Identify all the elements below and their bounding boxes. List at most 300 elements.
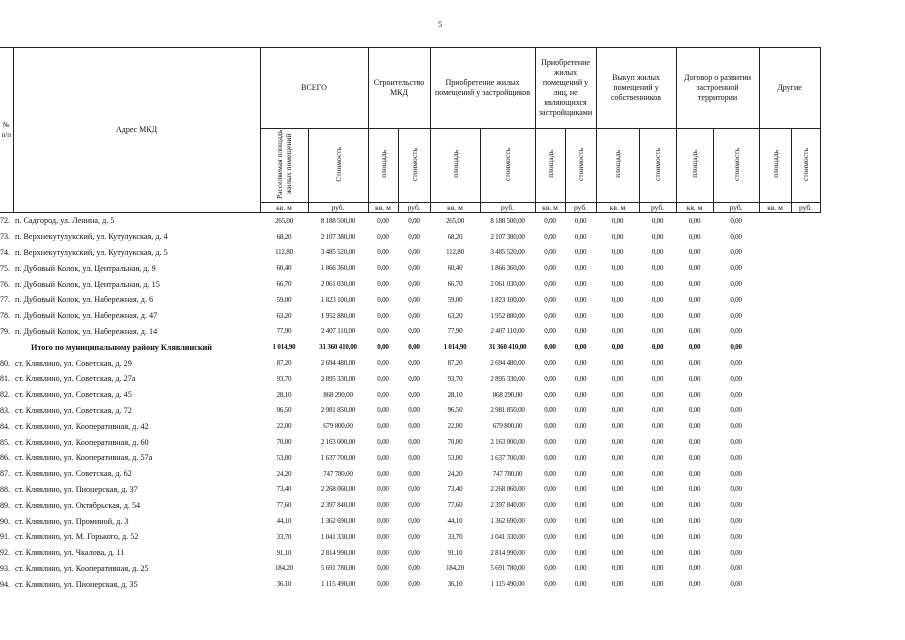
cell-empty: [759, 418, 791, 434]
cell-area: 96,50: [447, 406, 463, 415]
cell-area: 0,00: [544, 359, 556, 368]
cell-area: 0,00: [377, 438, 389, 447]
row-address: п. Дубовый Колок, ул. Набережная, д. 14: [15, 326, 158, 336]
cell-cost: 2 407 110,00: [320, 327, 356, 336]
cell-cost: 0,00: [408, 295, 420, 304]
cell-cost: 0,00: [574, 406, 587, 415]
cell-empty: [791, 308, 820, 324]
cell-cost: 0,00: [730, 580, 742, 589]
row-address: ст. Клявлино, ул. Советская, д. 72: [15, 405, 132, 415]
row-address: п. Верхнекутулукский, ул. Кутулукская, д. 5: [15, 247, 168, 257]
cell-area: 53,00: [447, 453, 463, 462]
unit-area: кв. м: [430, 203, 480, 213]
cell-area: 112,80: [275, 248, 293, 257]
cell-area: 1 014,90: [272, 343, 296, 352]
cell-cost: 0,00: [651, 311, 664, 320]
cell-cost: 0,00: [408, 359, 420, 368]
cell-empty: [791, 339, 820, 355]
row-index: 82.: [0, 390, 10, 400]
table-row: [0, 387, 820, 403]
unit-area: кв. м: [676, 203, 713, 213]
cell-cost: 2 981 850,00: [490, 406, 525, 415]
cell-area: 73,40: [276, 485, 292, 494]
cell-area: 0,00: [611, 485, 624, 494]
cell-area: 0,00: [611, 264, 624, 273]
cell-empty: [759, 497, 791, 513]
cell-cost: 31 360 410,00: [488, 343, 527, 352]
cell-area: 73,40: [447, 485, 463, 494]
cell-area: 0,00: [688, 295, 701, 304]
cell-empty: [791, 450, 820, 466]
cell-cost: 0,00: [408, 438, 420, 447]
cell-area: 0,00: [611, 232, 624, 241]
row-address: ст. Клявлино, ул. Кооперативная, д. 57а: [15, 453, 153, 463]
cell-cost: 0,00: [730, 501, 742, 510]
cell-area: 0,00: [611, 327, 624, 336]
cell-area: 0,00: [544, 422, 556, 431]
cell-area: 68,20: [447, 232, 463, 241]
sub-header-cost: стоимость: [565, 129, 596, 203]
cell-area: 0,00: [688, 374, 701, 383]
group-buyout: Выкуп жилых помещений у собственников: [596, 48, 676, 129]
cell-cost: 0,00: [730, 469, 742, 478]
table-row: [0, 308, 820, 324]
unit-area: кв. м: [260, 203, 308, 213]
cell-cost: 0,00: [651, 343, 664, 352]
row-index: 83.: [0, 405, 10, 415]
cell-area: 70,00: [276, 438, 292, 447]
cell-cost: 0,00: [651, 564, 664, 573]
group-development-agreement: Договор о развитии застроенной территории: [676, 48, 759, 129]
table-row: [0, 213, 820, 229]
cell-cost: 0,00: [408, 248, 420, 257]
cell-area: 0,00: [377, 548, 389, 557]
cell-cost: 0,00: [408, 453, 420, 462]
cell-cost: 1 823 100,00: [490, 295, 525, 304]
cell-empty: [791, 513, 820, 529]
cell-cost: 1 823 100,00: [320, 295, 356, 304]
table-row: [0, 545, 820, 561]
cell-area: 0,00: [611, 406, 624, 415]
cell-cost: 8 188 500,00: [320, 216, 356, 225]
row-index: 75.: [0, 263, 10, 273]
cell-cost: 0,00: [408, 390, 420, 399]
cell-cost: 2 163 000,00: [320, 438, 356, 447]
row-index: 76.: [0, 279, 10, 289]
unit-cost: руб.: [565, 203, 596, 213]
cell-empty: [791, 276, 820, 292]
cell-cost: 2 061 030,00: [490, 280, 525, 289]
cell-area: 63,20: [447, 311, 463, 320]
cell-area: 0,00: [611, 280, 624, 289]
cell-area: 112,80: [446, 248, 464, 257]
row-index: 91.: [0, 532, 10, 542]
row-address: ст. Клявлино, ул. Чкалова, д. 11: [15, 548, 125, 558]
table-row: [0, 497, 820, 513]
cell-cost: 0,00: [730, 438, 742, 447]
cell-cost: 0,00: [730, 295, 742, 304]
row-index: 78.: [0, 311, 10, 321]
row-index: 74.: [0, 247, 10, 257]
cell-cost: 0,00: [408, 469, 420, 478]
cell-area: 0,00: [377, 485, 389, 494]
cell-area: 77,60: [447, 501, 463, 510]
cell-cost: 0,00: [408, 548, 420, 557]
cell-cost: 0,00: [574, 422, 587, 431]
cell-cost: 0,00: [408, 532, 420, 541]
table-row: [0, 371, 820, 387]
cell-cost: 0,00: [651, 295, 664, 304]
cell-area: 0,00: [611, 422, 624, 431]
group-non-developer-purchase: Приобретение жилых помещений у лиц, не являющихся застройщиками: [535, 48, 596, 129]
cell-cost: 1 362 690,00: [490, 517, 525, 526]
cell-area: 0,00: [688, 359, 701, 368]
cell-cost: 2 981 850,00: [320, 406, 356, 415]
cell-area: 24,20: [276, 469, 292, 478]
cell-area: 0,00: [544, 532, 556, 541]
cell-cost: 0,00: [574, 548, 587, 557]
table-row: [0, 292, 820, 308]
row-address: п. Дубовый Колок, ул. Набережная, д. 47: [15, 311, 158, 321]
cell-area: 0,00: [377, 216, 389, 225]
cell-cost: 0,00: [651, 438, 664, 447]
table-row: [0, 245, 820, 261]
cell-area: 0,00: [688, 406, 701, 415]
table-row: [0, 513, 820, 529]
cell-area: 60,40: [447, 264, 463, 273]
cell-area: 0,00: [377, 295, 389, 304]
cell-area: 22,00: [447, 422, 463, 431]
cell-empty: [759, 213, 791, 229]
cell-area: 0,00: [377, 453, 389, 462]
cell-area: 0,00: [377, 532, 389, 541]
row-index: 72.: [0, 216, 10, 226]
row-index: 88.: [0, 484, 10, 494]
row-address: ст. Клявлино, ул. Пионерская, д. 35: [15, 579, 138, 589]
cell-area: 0,00: [688, 327, 701, 336]
cell-cost: 679 800,00: [492, 422, 523, 431]
cell-area: 63,20: [276, 311, 292, 320]
cell-cost: 1 362 690,00: [320, 517, 356, 526]
cell-cost: 0,00: [651, 374, 664, 383]
cell-empty: [759, 513, 791, 529]
cell-empty: [791, 371, 820, 387]
cell-area: 0,00: [377, 501, 389, 510]
cell-cost: 0,00: [574, 517, 587, 526]
cell-area: 53,00: [276, 453, 292, 462]
cell-cost: 0,00: [408, 517, 420, 526]
row-address: ст. Клявлино, ул. Проминой, д. 3: [15, 516, 129, 526]
cell-empty: [791, 545, 820, 561]
cell-empty: [759, 229, 791, 245]
cell-cost: 0,00: [730, 280, 742, 289]
cell-area: 96,50: [276, 406, 292, 415]
cell-area: 87,20: [276, 359, 292, 368]
cell-cost: 0,00: [408, 280, 420, 289]
cell-cost: 0,00: [651, 216, 664, 225]
cell-cost: 0,00: [651, 485, 664, 494]
cell-area: 0,00: [688, 453, 701, 462]
cell-empty: [791, 482, 820, 498]
cell-cost: 0,00: [574, 232, 587, 241]
cell-cost: 0,00: [651, 532, 664, 541]
unit-cost: руб.: [480, 203, 535, 213]
sub-header-cost: стоимость: [791, 129, 820, 203]
cell-area: 0,00: [688, 501, 701, 510]
cell-area: 60,40: [276, 264, 292, 273]
cell-area: 0,00: [377, 343, 389, 352]
cell-cost: 0,00: [730, 374, 742, 383]
cell-area: 77,60: [276, 501, 292, 510]
cell-area: 66,70: [276, 280, 292, 289]
cell-area: 0,00: [611, 343, 624, 352]
cell-cost: 0,00: [651, 406, 664, 415]
cell-empty: [791, 260, 820, 276]
group-developer-purchase: Приобретение жилых помещений у застройщиков: [430, 48, 535, 129]
cell-cost: 0,00: [730, 564, 742, 573]
cell-cost: 0,00: [408, 343, 420, 352]
sub-header-area: площадь: [759, 129, 791, 203]
table-row: [0, 561, 820, 577]
cell-cost: 0,00: [730, 422, 742, 431]
cell-cost: 2 268 060,00: [320, 485, 356, 494]
cell-area: 93,70: [447, 374, 463, 383]
cell-cost: 2 107 380,00: [490, 232, 525, 241]
cell-area: 68,20: [276, 232, 292, 241]
cell-cost: 0,00: [408, 422, 420, 431]
row-index: 80.: [0, 358, 10, 368]
cell-cost: 0,00: [730, 232, 742, 241]
row-index: 86.: [0, 453, 10, 463]
cell-area: 0,00: [544, 548, 556, 557]
unit-cost: руб.: [791, 203, 820, 213]
sub-header-area: площадь: [676, 129, 713, 203]
cell-area: 28,10: [447, 390, 463, 399]
table-row: [0, 576, 820, 592]
table-row: [0, 276, 820, 292]
cell-area: 0,00: [377, 390, 389, 399]
cell-area: 0,00: [377, 406, 389, 415]
row-address: ст. Клявлино, ул. Советская, д. 29: [15, 358, 132, 368]
cell-cost: 0,00: [730, 453, 742, 462]
cell-cost: 0,00: [651, 390, 664, 399]
group-total: ВСЕГО: [260, 48, 368, 129]
cell-empty: [791, 324, 820, 340]
cell-cost: 0,00: [574, 343, 587, 352]
row-address: Итого по муниципальному району Клявлинский: [31, 342, 213, 352]
cell-area: 0,00: [544, 280, 556, 289]
cell-area: 0,00: [688, 532, 701, 541]
cell-area: 44,10: [447, 517, 463, 526]
cell-area: 0,00: [377, 517, 389, 526]
cell-area: 36,10: [276, 580, 292, 589]
cell-empty: [791, 466, 820, 482]
cell-cost: 0,00: [574, 311, 587, 320]
cell-cost: 0,00: [730, 359, 742, 368]
cell-area: 0,00: [544, 564, 556, 573]
cell-empty: [759, 324, 791, 340]
cell-cost: 3 485 520,00: [490, 248, 525, 257]
cell-area: 0,00: [611, 517, 624, 526]
cell-cost: 0,00: [730, 485, 742, 494]
cell-empty: [759, 561, 791, 577]
cell-cost: 2 107 380,00: [320, 232, 356, 241]
cell-empty: [759, 260, 791, 276]
cell-cost: 0,00: [574, 469, 587, 478]
cell-cost: 747 780,00: [492, 469, 523, 478]
cell-cost: 2 814 990,00: [320, 548, 356, 557]
header-address: Адрес МКД: [13, 48, 260, 213]
cell-empty: [759, 339, 791, 355]
cell-cost: 1 115 490,00: [490, 580, 525, 589]
cell-cost: 1 041 330,00: [320, 532, 356, 541]
row-address: п. Дубовый Колок, ул. Набережная, д. 6: [15, 295, 154, 305]
cell-empty: [791, 229, 820, 245]
cell-area: 0,00: [544, 343, 556, 352]
cell-area: 0,00: [377, 422, 389, 431]
row-address: ст. Клявлино, ул. М. Горького, д. 52: [15, 532, 139, 542]
cell-cost: 0,00: [408, 232, 420, 241]
cell-area: 0,00: [688, 311, 701, 320]
cell-area: 87,20: [447, 359, 463, 368]
cell-area: 70,00: [447, 438, 463, 447]
cell-cost: 0,00: [651, 501, 664, 510]
cell-cost: 0,00: [408, 311, 420, 320]
cell-empty: [791, 213, 820, 229]
cell-area: 0,00: [688, 438, 701, 447]
row-address: п. Садгород, ул. Ленина, д. 5: [15, 216, 115, 226]
cell-area: 0,00: [544, 501, 556, 510]
cell-empty: [759, 576, 791, 592]
row-index: 94.: [0, 579, 10, 589]
cell-area: 0,00: [377, 311, 389, 320]
cell-cost: 0,00: [651, 232, 664, 241]
cell-area: 59,00: [276, 295, 292, 304]
cell-cost: 0,00: [651, 548, 664, 557]
cell-area: 0,00: [544, 469, 556, 478]
cell-cost: 0,00: [408, 327, 420, 336]
cell-cost: 2 814 990,00: [490, 548, 525, 557]
cell-empty: [791, 403, 820, 419]
cell-cost: 0,00: [730, 343, 742, 352]
cell-cost: 2 407 110,00: [490, 327, 525, 336]
cell-area: 0,00: [544, 390, 556, 399]
sub-header-cost: стоимость: [480, 129, 535, 203]
row-index: 87.: [0, 469, 10, 479]
row-address: ст. Клявлино, ул. Советская, д. 27а: [15, 374, 136, 384]
cell-cost: 0,00: [574, 390, 587, 399]
cell-cost: 0,00: [408, 564, 420, 573]
cell-area: 0,00: [377, 232, 389, 241]
cell-cost: 0,00: [651, 453, 664, 462]
row-address: п. Дубовый Колок, ул. Центральная, д. 9: [15, 263, 156, 273]
cell-area: 0,00: [377, 327, 389, 336]
cell-area: 0,00: [544, 327, 556, 336]
cell-cost: 8 188 500,00: [490, 216, 525, 225]
table-row: [0, 434, 820, 450]
cell-area: 0,00: [611, 501, 624, 510]
table-row: [0, 466, 820, 482]
row-index: 81.: [0, 374, 10, 384]
cell-cost: 0,00: [651, 359, 664, 368]
cell-area: 0,00: [688, 548, 701, 557]
cell-area: 0,00: [377, 580, 389, 589]
cell-cost: 0,00: [651, 517, 664, 526]
cell-area: 0,00: [688, 469, 701, 478]
cell-cost: 0,00: [730, 406, 742, 415]
cell-cost: 2 694 480,00: [320, 359, 356, 368]
group-other: Другие: [759, 48, 820, 129]
cell-empty: [791, 245, 820, 261]
cell-cost: 0,00: [730, 517, 742, 526]
sub-header-area: площадь: [535, 129, 565, 203]
sub-header-area: Расселяемая площадь жилых помещений: [260, 129, 308, 203]
cell-area: 0,00: [611, 580, 624, 589]
cell-area: 0,00: [611, 248, 624, 257]
cell-empty: [791, 576, 820, 592]
cell-area: 0,00: [377, 564, 389, 573]
cell-empty: [759, 292, 791, 308]
table-row: [0, 450, 820, 466]
cell-area: 0,00: [688, 580, 701, 589]
cell-empty: [759, 308, 791, 324]
cell-empty: [791, 418, 820, 434]
unit-area: кв. м: [368, 203, 398, 213]
cell-cost: 0,00: [730, 327, 742, 336]
row-address: ст. Клявлино, ул. Кооперативная, д. 25: [15, 563, 149, 573]
row-index: 84.: [0, 421, 10, 431]
cell-area: 0,00: [544, 517, 556, 526]
cell-cost: 1 637 700,00: [490, 453, 525, 462]
header-index: № п/п: [0, 48, 13, 213]
cell-cost: 679 800,00: [323, 422, 353, 431]
cell-area: 0,00: [377, 359, 389, 368]
cell-cost: 2 268 060,00: [490, 485, 525, 494]
sub-header-cost: стоимость: [398, 129, 430, 203]
cell-area: 33,70: [276, 532, 292, 541]
cell-cost: 1 866 360,00: [490, 264, 525, 273]
cell-empty: [791, 561, 820, 577]
cell-cost: 0,00: [730, 216, 742, 225]
row-index: [0, 339, 13, 355]
cell-cost: 0,00: [574, 327, 587, 336]
row-index: 93.: [0, 563, 10, 573]
cell-cost: 1 115 490,00: [320, 580, 356, 589]
cell-empty: [759, 276, 791, 292]
cell-area: 0,00: [377, 248, 389, 257]
table-row: [0, 324, 820, 340]
cell-empty: [759, 482, 791, 498]
cell-cost: 2 397 840,00: [320, 501, 356, 510]
cell-area: 184,20: [445, 564, 465, 573]
cell-cost: 0,00: [730, 548, 742, 557]
cell-empty: [759, 403, 791, 419]
cell-area: 0,00: [688, 232, 701, 241]
cell-area: 28,10: [276, 390, 292, 399]
cell-area: 93,70: [276, 374, 292, 383]
unit-cost: руб.: [308, 203, 368, 213]
cell-area: 265,00: [445, 216, 465, 225]
group-construction: Строительство МКД: [368, 48, 430, 129]
cell-area: 0,00: [544, 580, 556, 589]
cell-area: 184,20: [274, 564, 294, 573]
cell-cost: 1 041 330,00: [490, 532, 525, 541]
cell-cost: 747 780,00: [323, 469, 353, 478]
cell-area: 0,00: [688, 517, 701, 526]
cell-cost: 0,00: [574, 580, 587, 589]
cell-area: 91,10: [276, 548, 292, 557]
cell-cost: 868 290,00: [323, 390, 353, 399]
